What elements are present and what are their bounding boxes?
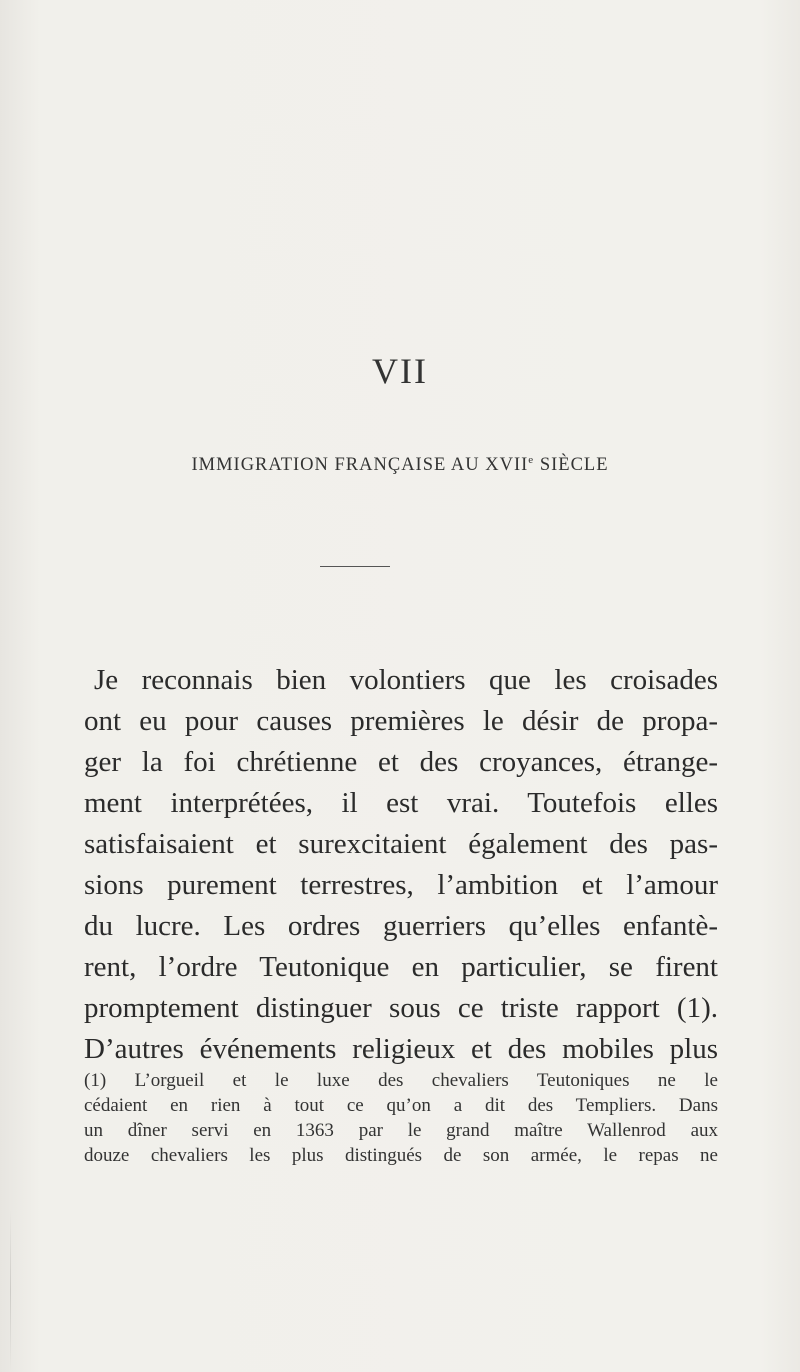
- chapter-title-main: IMMIGRATION FRANÇAISE AU XVII: [191, 455, 529, 475]
- footnote-line: (1) L’orgueil et le luxe des chevaliers Teutoniques ne le: [84, 1070, 718, 1091]
- chapter-number: VII: [372, 351, 428, 391]
- footnote-line: douze chevaliers les plus distingués de son armée, le repas ne: [84, 1145, 718, 1166]
- footnote-line: un dîner servi en 1363 par le grand maître Wallenrod aux: [84, 1120, 718, 1141]
- body-line: D’autres événements religieux et des mobiles plus: [84, 1033, 718, 1065]
- body-line: Je reconnais bien volontiers que les croisades: [94, 664, 718, 696]
- chapter-title-end: SIÈCLE: [534, 455, 609, 475]
- body-line: promptement distinguer sous ce triste rapport (1).: [84, 992, 718, 1024]
- body-paragraph: [84, 660, 718, 1070]
- body-line: sions purement terrestres, l’ambition et l’amour: [84, 869, 718, 901]
- body-line: satisfaisaient et surexcitaient également des pas-: [84, 828, 718, 860]
- body-line: rent, l’ordre Teutonique en particulier, se firent: [84, 951, 718, 983]
- body-line: ment interprétées, il est vrai. Toutefois elles: [84, 787, 718, 819]
- body-line: ger la foi chrétienne et des croyances, étrange-: [84, 746, 718, 778]
- body-line: du lucre. Les ordres guerriers qu’elles enfantè-: [84, 910, 718, 942]
- footnote: [84, 1068, 718, 1168]
- section-divider: [320, 566, 390, 567]
- chapter-title: [0, 454, 800, 476]
- footnote-line: cédaient en rien à tout ce qu’on a dit des Templiers. Dans: [84, 1095, 718, 1116]
- chapter-title-superscript: e: [528, 454, 535, 466]
- page-crease: [10, 1210, 11, 1372]
- body-line: ont eu pour causes premières le désir de propa-: [84, 705, 718, 737]
